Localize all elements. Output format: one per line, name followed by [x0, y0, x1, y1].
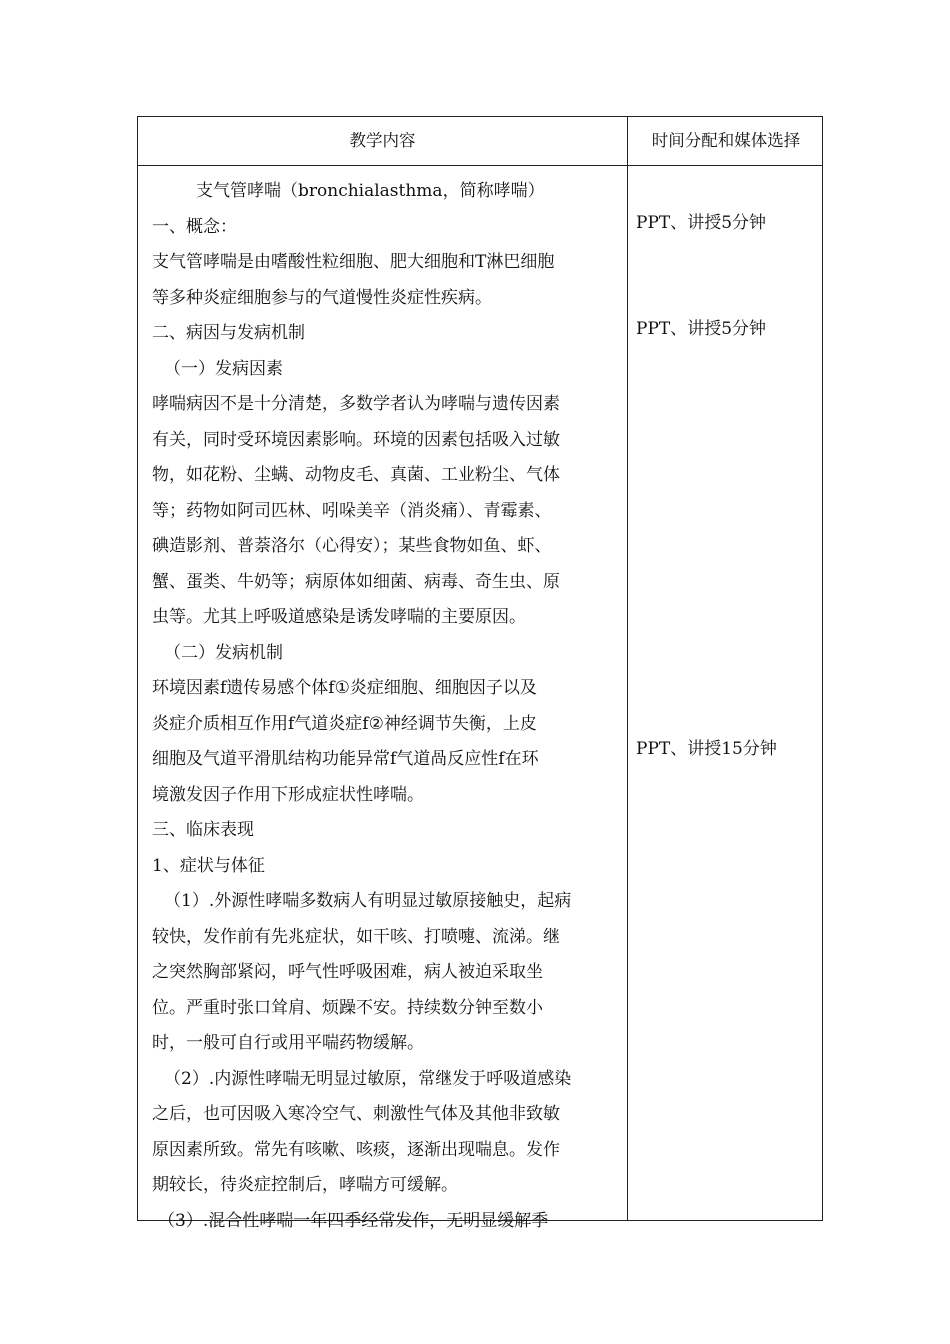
- header-teaching-content: 教学内容: [349, 131, 416, 150]
- time-note: PPT、讲授5分钟: [636, 213, 767, 233]
- text-line: 之突然胸部紧闷，呼气性呼吸困难，病人被迫采取坐: [152, 962, 543, 982]
- section-heading: 二、病因与发病机制: [152, 323, 305, 343]
- text-line: 较快，发作前有先兆症状，如干咳、打喷嚏、流涕。继: [152, 926, 560, 947]
- subsection-heading: （一）发病因素: [164, 358, 283, 379]
- text-line: 期较长，待炎症控制后，哮喘方可缓解。: [152, 1175, 458, 1195]
- text-line: 原因素所致。常先有咳嗽、咳痰，逐渐出现喘息。发作: [152, 1139, 560, 1160]
- header-divider: [138, 165, 822, 166]
- text-line: 境激发因子作用下形成症状性哮喘。: [152, 784, 424, 805]
- time-note: PPT、讲授15分钟: [636, 739, 777, 759]
- text-line: 等；药物如阿司匹林、吲哚美辛（消炎痛）、青霉素、: [152, 500, 552, 521]
- header-time-media: 时间分配和媒体选择: [651, 131, 801, 150]
- text-line: 蟹、蛋类、牛奶等；病原体如细菌、病毒、奇生虫、原: [152, 571, 560, 592]
- text-line: 环境因素f遗传易感个体f①炎症细胞、细胞因子以及: [152, 678, 537, 698]
- section-heading: 三、临床表现: [152, 820, 254, 840]
- subsection-heading: （二）发病机制: [164, 642, 283, 663]
- text-line: 细胞及气道平滑肌结构功能异常f气道咼反应性f在环: [152, 749, 539, 769]
- text-line: （1）.外源性哮喘多数病人有明显过敏原接触史，起病: [164, 891, 572, 911]
- text-line: 物，如花粉、尘螨、动物皮毛、真菌、工业粉尘、气体: [152, 465, 560, 485]
- teaching-content: [152, 174, 618, 1239]
- text-line: 有关，同时受环境因素影响。环境的因素包括吸入过敏: [152, 429, 560, 450]
- text-line: 哮喘病因不是十分清楚，多数学者认为哮喘与遗传因素: [152, 394, 560, 414]
- text-line: 碘造影剂、普萘洛尔（心得安）；某些食物如鱼、虾、: [152, 536, 552, 556]
- lesson-title: 支气管哮喘（bronchialasthma，简称哮喘）: [196, 181, 545, 201]
- subsection-heading: 1、症状与体征: [152, 855, 265, 876]
- text-line: 支气管哮喘是由嗜酸性粒细胞、肥大细胞和T淋巴细胞: [152, 252, 555, 272]
- time-note: PPT、讲授5分钟: [636, 319, 767, 339]
- text-line: （2）.内源性哮喘无明显过敏原，常继发于呼吸道感染: [164, 1068, 572, 1089]
- text-line: 之后，也可因吸入寒冷空气、刺激性气体及其他非致敏: [152, 1104, 560, 1124]
- text-line: 炎症介质相互作用f气道炎症f②神经调节失衡，上皮: [152, 713, 537, 734]
- lesson-table: [137, 116, 823, 1231]
- text-line: 位。严重时张口耸肩、烦躁不安。持续数分钟至数小: [152, 997, 543, 1018]
- text-line: （3）.混合性哮喘一年四季经常发作，无明显缓解季: [158, 1210, 549, 1231]
- text-line: 虫等。尤其上呼吸道感染是诱发哮喘的主要原因。: [152, 607, 526, 627]
- column-divider: [627, 117, 628, 1220]
- text-line: 等多种炎症细胞参与的气道慢性炎症性疾病。: [152, 287, 492, 308]
- text-line: 时，一般可自行或用平喘药物缓解。: [152, 1033, 424, 1053]
- section-heading: 一、概念：: [152, 216, 237, 237]
